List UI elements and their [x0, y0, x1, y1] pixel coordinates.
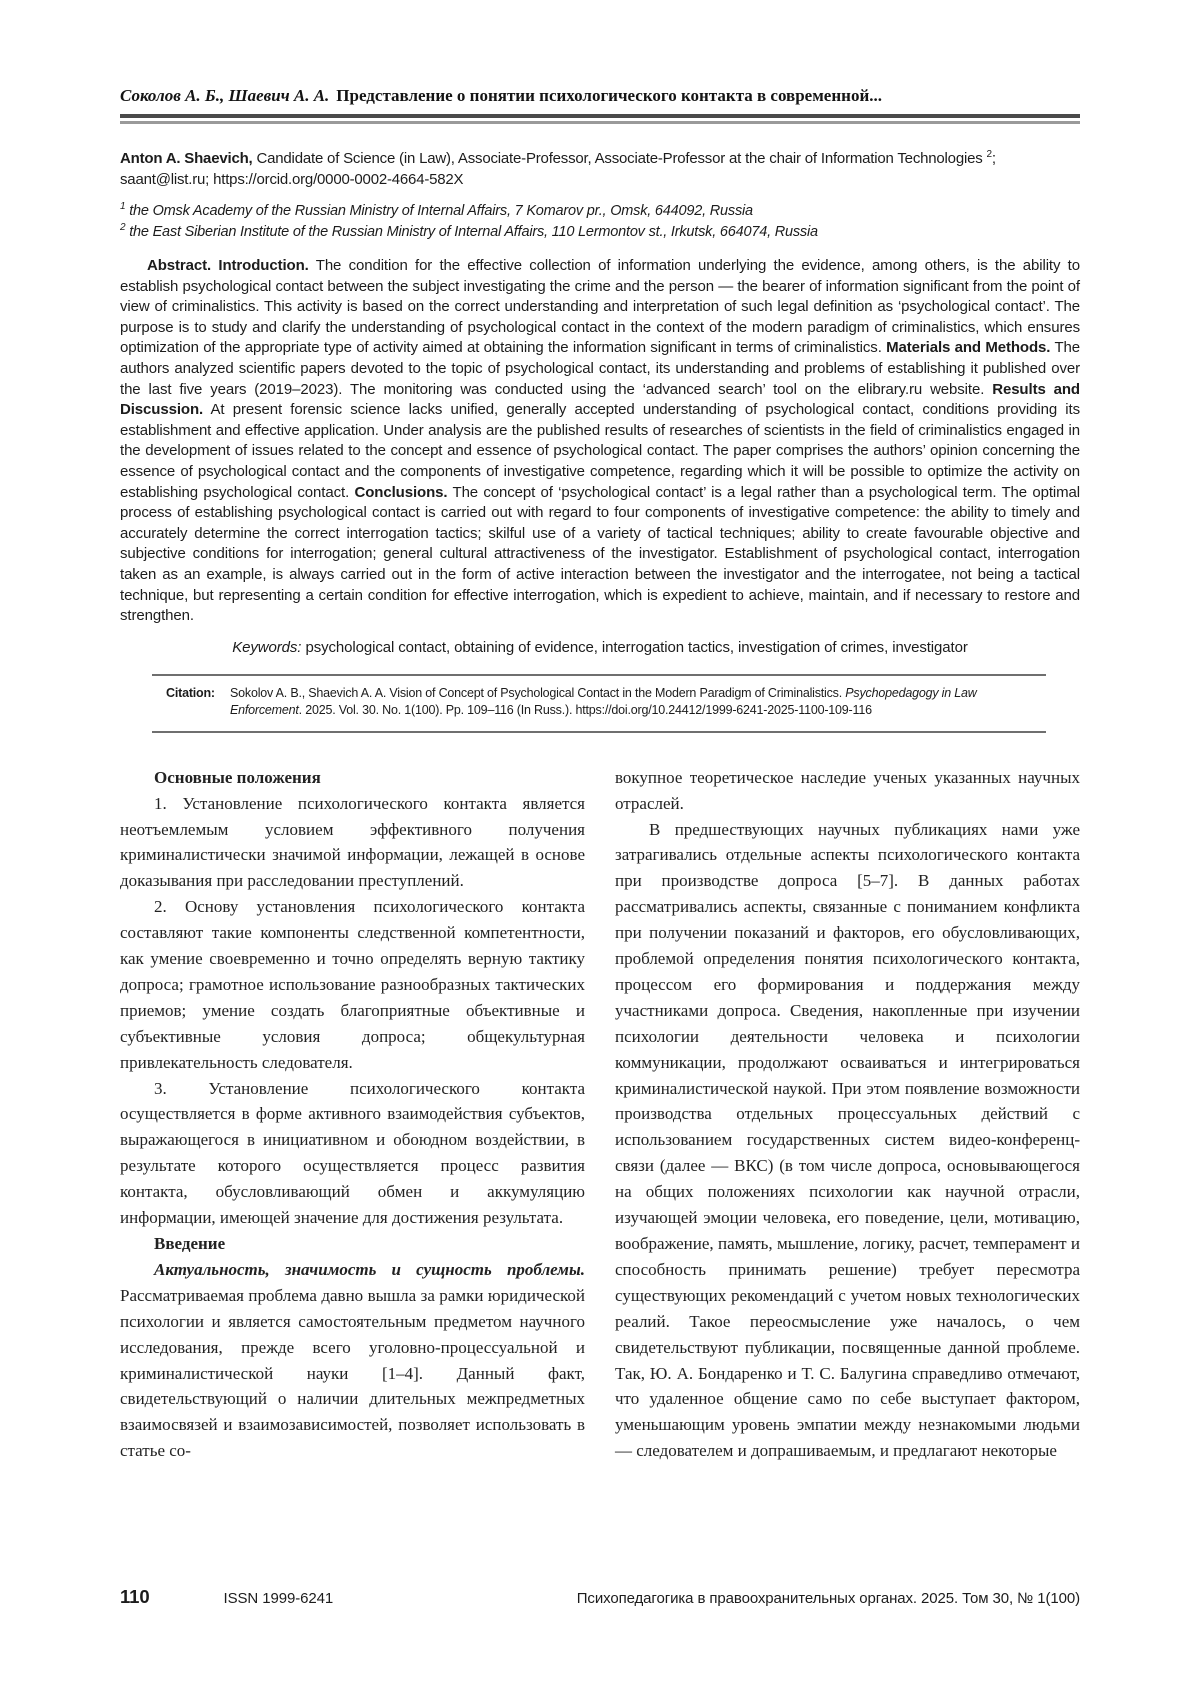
keywords-line — [120, 639, 1080, 656]
citation-text — [216, 685, 1046, 720]
left-column — [120, 765, 585, 1464]
author-contacts: saant@list.ru; https://orcid.org/0000-0002-4664-582X — [120, 171, 464, 188]
issn-label: ISSN 1999-6241 — [223, 1590, 334, 1607]
abstract-text-conclusions: The concept of ‘psychological contact’ is a legal rather than a psychological term. The optimal process of establishing psychological contact is carried out with regard to four components of investigative competence: the ability to timely and accurately determine the correct interrogation tactics; skilful use of a variety of tactical techniques; ability to create favourable objective and subjective conditions for interrogation; general cultural attractiveness of the investigator. Establishment of psychological contact, interrogation taken as an example, is always carried out in the form of active interaction between the investigator and the interrogatee, not being a tactical technique, but representing a certain condition for effective interrogation, which is expedient to achieve, maintain, and if necessary to restore and strengthen. — [120, 483, 1081, 625]
abstract-heading-materials: Materials and Methods. — [886, 339, 1051, 357]
author-line — [120, 148, 1080, 169]
running-head-authors: Соколов А. Б., Шаевич А. А. — [120, 86, 330, 105]
affiliation-2 — [120, 222, 1080, 243]
abstract-text-introduction: The condition for the effective collection of information underlying the evidence, among others, is the ability to establish psychological contact between the subject investigating the crime and the person — the bearer of information significant from the point of view of criminalistics. This activity is based on the correct understanding and interpretation of such legal definition as ‘psychological contact’. The purpose is to study and clarify the understanding of psychological contact in the context of the modern paradigm of criminalistics, which ensures optimization of the appropriate type of activity aimed at obtaining the information significant in terms of criminalistics. — [120, 257, 1080, 357]
heading-main-points: Основные положения — [154, 767, 321, 787]
author-line-end: ; — [991, 150, 996, 167]
affiliation-1-ref: 1 — [120, 201, 126, 213]
introduction-lead: Актуальность, значимость и сущность проблемы. — [154, 1259, 585, 1279]
citation-journal: Psychopedagogy in Law Enforcement — [230, 685, 977, 718]
main-point-2: 2. Основу установления психологического контакта составляют такие компоненты следственной компетентности, как умение своевременно и точно определять верную тактику допроса; грамотное использование разнообразных тактических приемов; умение создать благоприятные объективные и субъективные условия допроса; общекультурная привлекательность следователя. — [120, 897, 585, 1072]
publications-paragraph: В предшествующих научных публикациях нами уже затрагивались отдельные аспекты психологического контакта при производстве допроса [5–7]. В данных работах рассматривались аспекты, связанные с пониманием конфликта при получении показаний и факторов, его обусловливающих, проблемой определения понятия психологического контакта, процессом его формирования и поддержания между участниками допроса. Сведения, накопленные при изучении психологии деятельности человека и психологии коммуникации, продолжают осваиваться и интегрироваться криминалистической наукой. При этом появление возможности производства отдельных процессуальных действий с использованием государственных систем видео-конференц-связи (далее — ВКС) (в том числе допроса, основывающегося на общих положениях психологии как научной отрасли, изучающей эмоции человека, его поведение, цели, мотивацию, воображение, память, мышление, логику, расчет, темперамент и способность принимать решение) требует пересмотра существующих рекомендаций с учетом новых технологических реалий. Такое переосмысление уже началось, о чем свидетельствуют публикации, посвященные данной проблеме. Так, Ю. А. Бондаренко и Т. С. Балугина справедливо отмечают, что удаленное общение само по себе выступает фактором, уменьшающим уровень эмпатии между незнакомыми людьми — следователем и допрашиваемым, и предлагают некоторые — [615, 819, 1080, 1461]
abstract-heading-introduction: Abstract. Introduction. — [147, 257, 309, 274]
citation-row — [152, 685, 1046, 720]
keywords-label: Keywords: — [232, 638, 302, 656]
abstract — [120, 256, 1080, 627]
page-footer — [120, 1586, 1080, 1608]
abstract-text-materials: The authors analyzed scientific papers devoted to the topic of psychological contact, its understanding and problems of establishing it published over the last five years (2019–2023). The monitoring was conducted using the ‘advanced search’ tool on the elibrary.ru website. — [120, 339, 1080, 398]
page-number: 110 — [120, 1586, 150, 1607]
affiliation-1 — [120, 201, 1080, 222]
introduction-paragraph — [120, 1257, 585, 1464]
main-point-1: 1. Установление психологического контакта является неотъемлемым условием эффективного получения криминалистически значимой информации, лежащей в основе доказывания при расследовании преступлений. — [120, 793, 585, 891]
abstract-paragraph — [120, 256, 1080, 627]
affiliation-2-text: the East Siberian Institute of the Russian Ministry of Internal Affairs, 110 Lermontov st., Irkutsk, 664074, Russia — [125, 224, 818, 240]
citation-post: . 2025. Vol. 30. No. 1(100). Pp. 109–116 (In Russ.). https://doi.org/10.24412/1999-6241-2025-1100-109-116 — [298, 703, 872, 718]
header-rule — [120, 114, 1080, 124]
citation-label: Citation: — [166, 685, 215, 700]
article-body — [120, 765, 1080, 1464]
author-role: Candidate of Science (in Law), Associate-Professor, Associate-Professor at the chair of Information Technologies — [252, 150, 983, 167]
right-column — [615, 765, 1080, 1464]
citation-box — [152, 674, 1046, 733]
author-affiliation-ref: 2 — [986, 149, 992, 160]
author-block — [120, 148, 1080, 243]
affiliation-2-ref: 2 — [120, 222, 126, 234]
continued-paragraph: вокупное теоретическое наследие ученых указанных научных отраслей. — [615, 767, 1080, 813]
author-name: Anton A. Shaevich, — [120, 150, 253, 167]
heading-introduction: Введение — [154, 1234, 226, 1253]
citation-pre: Sokolov A. B., Shaevich A. A. Vision of Concept of Psychological Contact in the Modern Paradigm of Criminalistics. — [230, 685, 846, 700]
main-point-3: 3. Установление психологического контакта осуществляется в форме активного взаимодействия субъектов, выражающегося в инициативном и обоюдном воздействии, в результате которого осуществляется процесс развития контакта, обусловливающий обмен и аккумуляцию информации, имеющей значение для достижения результата. — [120, 1078, 585, 1228]
keywords-text: psychological contact, obtaining of evidence, interrogation tactics, investigation of crimes, investigator — [301, 638, 968, 656]
running-head — [120, 86, 1080, 106]
running-head-title: Представление о понятии психологического контакта в современной... — [336, 86, 882, 105]
abstract-heading-results: Results and Discussion. — [120, 380, 1080, 419]
journal-volume-line: Психопедагогика в правоохранительных органах. 2025. Том 30, № 1(100) — [576, 1590, 1080, 1607]
affiliation-1-text: the Omsk Academy of the Russian Ministry of Internal Affairs, 7 Komarov pr., Omsk, 644092, Russia — [125, 203, 753, 219]
introduction-text: Рассматриваемая проблема давно вышла за рамки юридической психологии и является самостоятельным предметом научного исследования, прежде всего уголовно-процессуальной и криминалистической науки [1–4]. Данный факт, свидетельствующий о наличии длительных межпредметных взаимосвязей и взаимозависимостей, позволяет использовать в статье со- — [120, 1285, 585, 1461]
abstract-text-results: At present forensic science lacks unified, generally accepted understanding of psychological contact, conditions providing its establishment and effective application. Under analysis are the published results of researches of scientists in the field of criminalistics engaged in the development of issues related to the concept and essence of psychological contact. The paper comprises the authors’ opinion concerning the essence of psychological contact and the components of investigative competence, regarding which it will be possible to optimize the activity on establishing psychological contact. — [120, 401, 1080, 501]
abstract-heading-conclusions: Conclusions. — [354, 483, 448, 501]
